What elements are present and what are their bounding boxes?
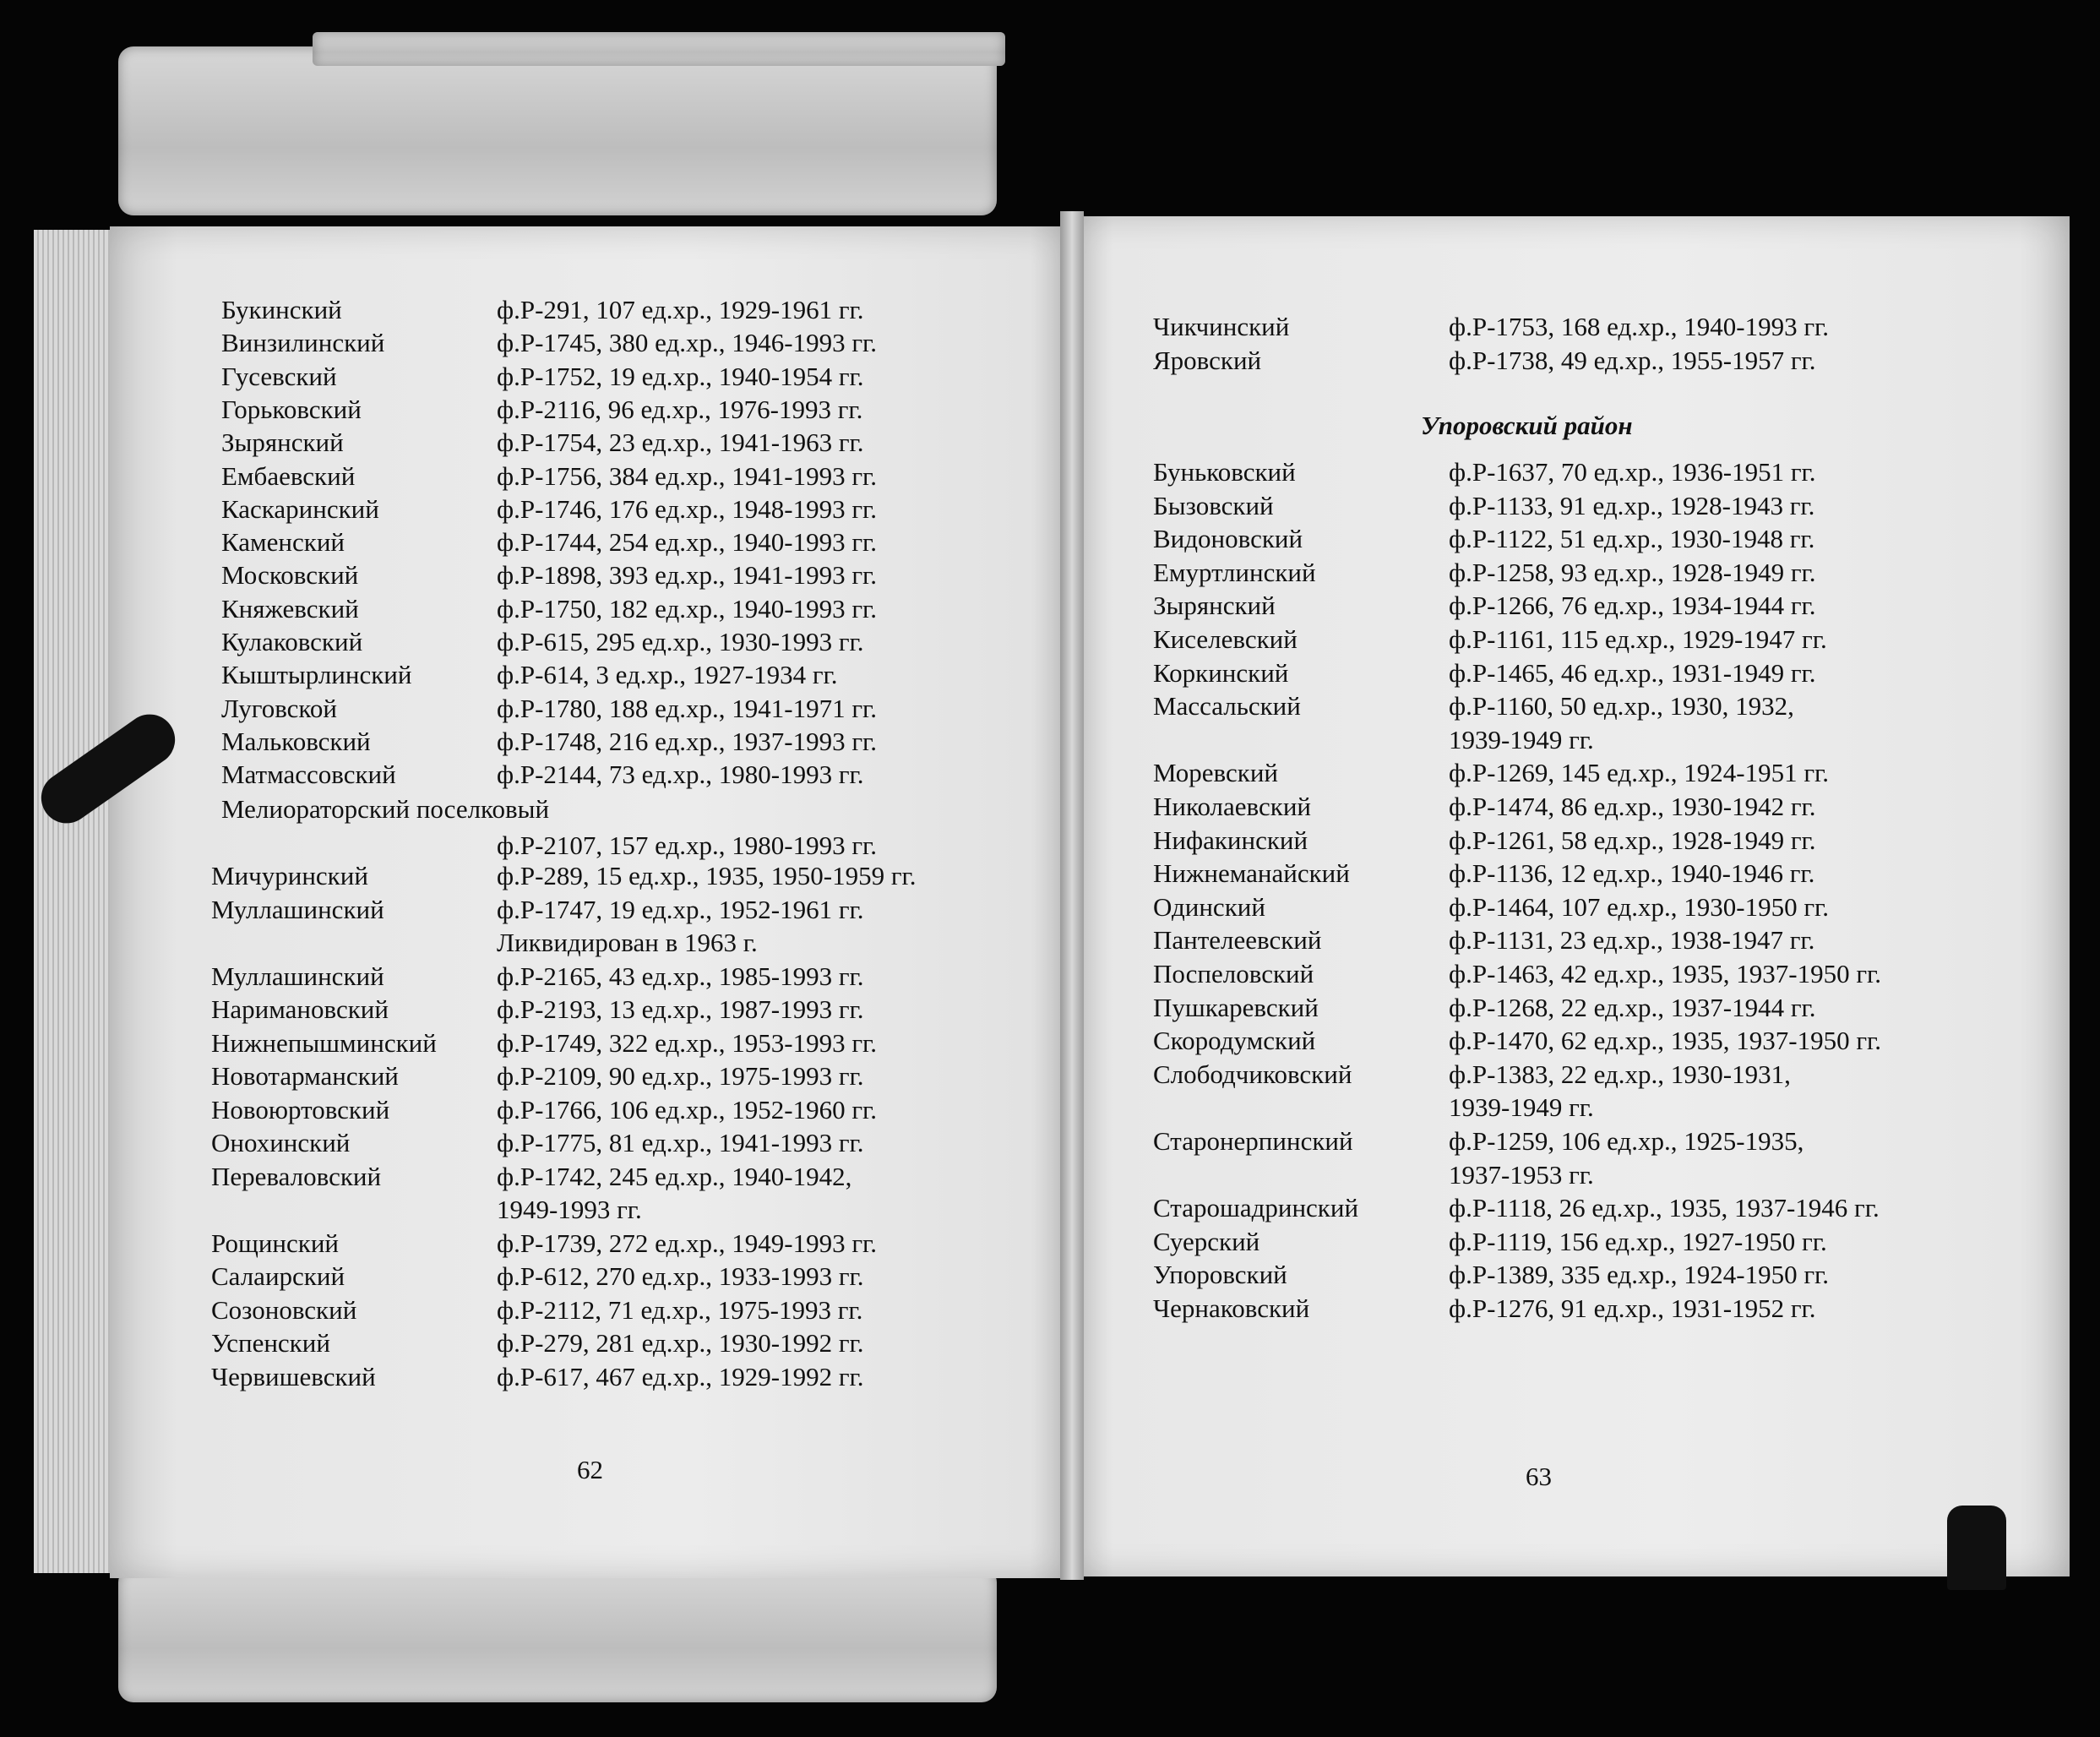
entry-fund-data: ф.Р-1136, 12 ед.хр., 1940-1946 гг. [1449, 858, 1815, 889]
entry-name: Скородумский [1153, 1026, 1316, 1056]
entry-fund-data: ф.Р-615, 295 ед.хр., 1930-1993 гг. [497, 627, 864, 656]
entry-name: Букинский [221, 295, 342, 324]
entry-fund-data: ф.Р-1746, 176 ед.хр., 1948-1993 гг. [497, 493, 878, 524]
entry-continuation: 1939-1949 гг. [1449, 724, 1594, 754]
entry-fund-data: ф.Р-1744, 254 ед.хр., 1940-1993 гг. [497, 527, 878, 558]
entry-name: Чикчинский [1153, 312, 1290, 341]
entry-name: Новоюртовский [211, 1094, 390, 1124]
entry-name: Массальский [1153, 691, 1301, 721]
entry-fund-data: ф.Р-1160, 50 ед.хр., 1930, 1932, [1449, 691, 1794, 721]
entry-name: Старошадринский [1153, 1193, 1359, 1223]
entry-fund-data: ф.Р-1753, 168 ед.хр., 1940-1993 гг. [1449, 312, 1830, 341]
entry-fund-data: ф.Р-1464, 107 ед.хр., 1930-1950 гг. [1449, 891, 1830, 922]
entry-name: Поспеловский [1153, 959, 1314, 988]
entry-name: Нижнеманайский [1153, 858, 1350, 889]
entry-fund-data: ф.Р-279, 281 ед.хр., 1930-1992 гг. [497, 1328, 864, 1358]
entry-fund-data: ф.Р-1766, 106 ед.хр., 1952-1960 гг. [497, 1094, 878, 1124]
entry-fund-data: ф.Р-1750, 182 ед.хр., 1940-1993 гг. [497, 593, 878, 623]
right-entry-list [1153, 456, 2048, 1343]
entry-name: Николаевский [1153, 792, 1311, 821]
entry-name: Буньковский [1153, 457, 1296, 487]
entry-fund-data: ф.Р-1738, 49 ед.хр., 1955-1957 гг. [1449, 346, 1816, 375]
entry-fund-data: ф.Р-1258, 93 ед.хр., 1928-1949 гг. [1449, 557, 1816, 587]
entry-fund-data: ф.Р-1748, 216 ед.хр., 1937-1993 гг. [497, 726, 878, 756]
entry-fund-data: ф.Р-617, 467 ед.хр., 1929-1992 гг. [497, 1361, 864, 1391]
entry-fund-data: ф.Р-612, 270 ед.хр., 1933-1993 гг. [497, 1261, 864, 1291]
entry-name: Московский [221, 560, 359, 591]
book-spine [1060, 211, 1084, 1580]
entry-fund-data: ф.Р-1739, 272 ед.хр., 1949-1993 гг. [497, 1228, 878, 1258]
entry-name: Рощинский [211, 1228, 340, 1258]
entry-name: Червишевский [211, 1361, 376, 1391]
entry-name: Гусевский [221, 361, 337, 391]
entry-name: Бызовский [1153, 490, 1274, 520]
entry-fund-data: ф.Р-1754, 23 ед.хр., 1941-1963 гг. [497, 427, 864, 458]
entry-fund-data: ф.Р-1269, 145 ед.хр., 1924-1951 гг. [1449, 758, 1830, 788]
entry-name: Княжевский [221, 593, 359, 623]
entry-name: Мичуринский [211, 861, 368, 890]
entry-fund-data: ф.Р-1131, 23 ед.хр., 1938-1947 гг. [1449, 925, 1815, 956]
entry-fund-data: ф.Р-2144, 73 ед.хр., 1980-1993 гг. [497, 760, 864, 790]
entry-name: Салаирский [211, 1261, 345, 1291]
entry-fund-data: ф.Р-2109, 90 ед.хр., 1975-1993 гг. [497, 1061, 864, 1091]
entry-fund-data: ф.Р-289, 15 ед.хр., 1935, 1950-1959 гг. [497, 861, 917, 890]
meliorator-name: Мелиораторский поселковый [221, 794, 550, 824]
entry-fund-data: ф.Р-1276, 91 ед.хр., 1931-1952 гг. [1449, 1293, 1816, 1323]
top-book-strip-back [313, 32, 1005, 66]
entry-name: Зырянский [1153, 591, 1276, 621]
entry-name: Созоновский [211, 1294, 357, 1325]
entry-name: Моревский [1153, 758, 1279, 788]
entry-fund-data: ф.Р-1898, 393 ед.хр., 1941-1993 гг. [497, 560, 878, 591]
entry-fund-data: ф.Р-1470, 62 ед.хр., 1935, 1937-1950 гг. [1449, 1026, 1882, 1056]
entry-name: Яровский [1153, 346, 1262, 375]
entry-name: Наримановский [211, 994, 389, 1024]
entry-name: Пушкаревский [1153, 992, 1319, 1022]
entry-name: Муллашинский [211, 894, 384, 924]
entry-fund-data: ф.Р-2112, 71 ед.хр., 1975-1993 гг. [497, 1294, 863, 1325]
entry-fund-data: ф.Р-1749, 322 ед.хр., 1953-1993 гг. [497, 1027, 878, 1058]
entry-fund-data: ф.Р-614, 3 ед.хр., 1927-1934 гг. [497, 660, 838, 690]
right-top-entry-list [1153, 311, 1998, 378]
top-book-strip [118, 46, 997, 215]
entry-name: Мальковский [221, 726, 371, 756]
entry-name: Пантелеевский [1153, 925, 1322, 956]
entry-name: Горьковский [221, 394, 362, 424]
entry-fund-data: ф.Р-1161, 115 ед.хр., 1929-1947 гг. [1449, 624, 1827, 654]
entry-name: Коркинский [1153, 657, 1289, 688]
entry-name: Нифакинский [1153, 825, 1308, 855]
entry-fund-data: ф.Р-1118, 26 ед.хр., 1935, 1937-1946 гг. [1449, 1193, 1880, 1223]
entry-fund-data: ф.Р-1119, 156 ед.хр., 1927-1950 гг. [1449, 1226, 1827, 1256]
entry-fund-data: ф.Р-1133, 91 ед.хр., 1928-1943 гг. [1449, 490, 1815, 520]
meliorator-data: ф.Р-2107, 157 ед.хр., 1980-1993 гг. [497, 830, 878, 860]
left-entry-list-2 [211, 860, 988, 1418]
entry-fund-data: ф.Р-1745, 380 ед.хр., 1946-1993 гг. [497, 328, 878, 358]
entry-fund-data: ф.Р-1268, 22 ед.хр., 1937-1944 гг. [1449, 992, 1816, 1022]
entry-name: Зырянский [221, 427, 344, 458]
entry-name: Муллашинский [211, 961, 384, 991]
entry-fund-data: ф.Р-1259, 106 ед.хр., 1925-1935, [1449, 1126, 1804, 1156]
bottom-book-strip [118, 1567, 997, 1702]
entry-fund-data: ф.Р-1752, 19 ед.хр., 1940-1954 гг. [497, 361, 864, 391]
entry-fund-data: ф.Р-1389, 335 ед.хр., 1924-1950 гг. [1449, 1260, 1830, 1290]
entry-fund-data: ф.Р-291, 107 ед.хр., 1929-1961 гг. [497, 295, 864, 324]
right-page-number: 63 [1526, 1462, 1552, 1491]
entry-fund-data: ф.Р-1775, 81 ед.хр., 1941-1993 гг. [497, 1128, 864, 1157]
entry-name: Кыштырлинский [221, 660, 412, 690]
entry-name: Емуртлинский [1153, 557, 1316, 587]
entry-name: Матмассовский [221, 760, 396, 790]
left-page-number: 62 [577, 1455, 603, 1484]
entry-continuation: 1939-1949 гг. [1449, 1092, 1594, 1123]
entry-name: Нижнепышминский [211, 1027, 437, 1058]
section-heading: Упоровский район [1421, 411, 1633, 440]
entry-fund-data: ф.Р-1122, 51 ед.хр., 1930-1948 гг. [1449, 524, 1815, 554]
entry-name: Винзилинский [221, 328, 385, 358]
entry-fund-data: ф.Р-1742, 245 ед.хр., 1940-1942, [497, 1161, 852, 1191]
entry-name: Упоровский [1153, 1260, 1287, 1290]
entry-name: Онохинский [211, 1128, 351, 1157]
entry-name: Ембаевский [221, 460, 356, 491]
entry-name: Каменский [221, 527, 345, 558]
entry-fund-data: ф.Р-1474, 86 ед.хр., 1930-1942 гг. [1449, 792, 1816, 821]
entry-name: Переваловский [211, 1161, 382, 1191]
entry-name: Видоновский [1153, 524, 1303, 554]
entry-name: Каскаринский [221, 493, 379, 524]
entry-fund-data: ф.Р-2165, 43 ед.хр., 1985-1993 гг. [497, 961, 864, 991]
entry-fund-data: ф.Р-1261, 58 ед.хр., 1928-1949 гг. [1449, 825, 1816, 855]
entry-fund-data: ф.Р-1383, 22 ед.хр., 1930-1931, [1449, 1059, 1791, 1089]
entry-fund-data: ф.Р-2116, 96 ед.хр., 1976-1993 гг. [497, 394, 863, 424]
entry-continuation: 1937-1953 гг. [1449, 1159, 1594, 1190]
entry-name: Чернаковский [1153, 1293, 1310, 1323]
entry-name: Кулаковский [221, 627, 363, 656]
entry-name: Новотарманский [211, 1061, 399, 1091]
entry-fund-data: ф.Р-1747, 19 ед.хр., 1952-1961 гг. [497, 894, 864, 924]
right-bookmark-tab [1947, 1506, 2006, 1590]
entry-name: Одинский [1153, 891, 1265, 922]
entry-name: Слободчиковский [1153, 1059, 1352, 1089]
entry-fund-data: ф.Р-2193, 13 ед.хр., 1987-1993 гг. [497, 994, 864, 1024]
entry-name: Луговской [221, 693, 337, 723]
entry-name: Киселевский [1153, 624, 1298, 654]
entry-continuation: 1949-1993 гг. [497, 1195, 642, 1224]
entry-fund-data: ф.Р-1463, 42 ед.хр., 1935, 1937-1950 гг. [1449, 959, 1882, 988]
entry-name: Суерский [1153, 1226, 1260, 1256]
entry-fund-data: ф.Р-1780, 188 ед.хр., 1941-1971 гг. [497, 693, 878, 723]
entry-fund-data: ф.Р-1637, 70 ед.хр., 1936-1951 гг. [1449, 457, 1816, 487]
entry-name: Старонерпинский [1153, 1126, 1353, 1156]
left-page-edges [34, 230, 110, 1573]
entry-fund-data: ф.Р-1266, 76 ед.хр., 1934-1944 гг. [1449, 591, 1816, 621]
entry-fund-data: ф.Р-1756, 384 ед.хр., 1941-1993 гг. [497, 460, 878, 491]
entry-fund-data: ф.Р-1465, 46 ед.хр., 1931-1949 гг. [1449, 657, 1816, 688]
entry-continuation: Ликвидирован в 1963 г. [497, 928, 758, 957]
entry-name: Успенский [211, 1328, 330, 1358]
